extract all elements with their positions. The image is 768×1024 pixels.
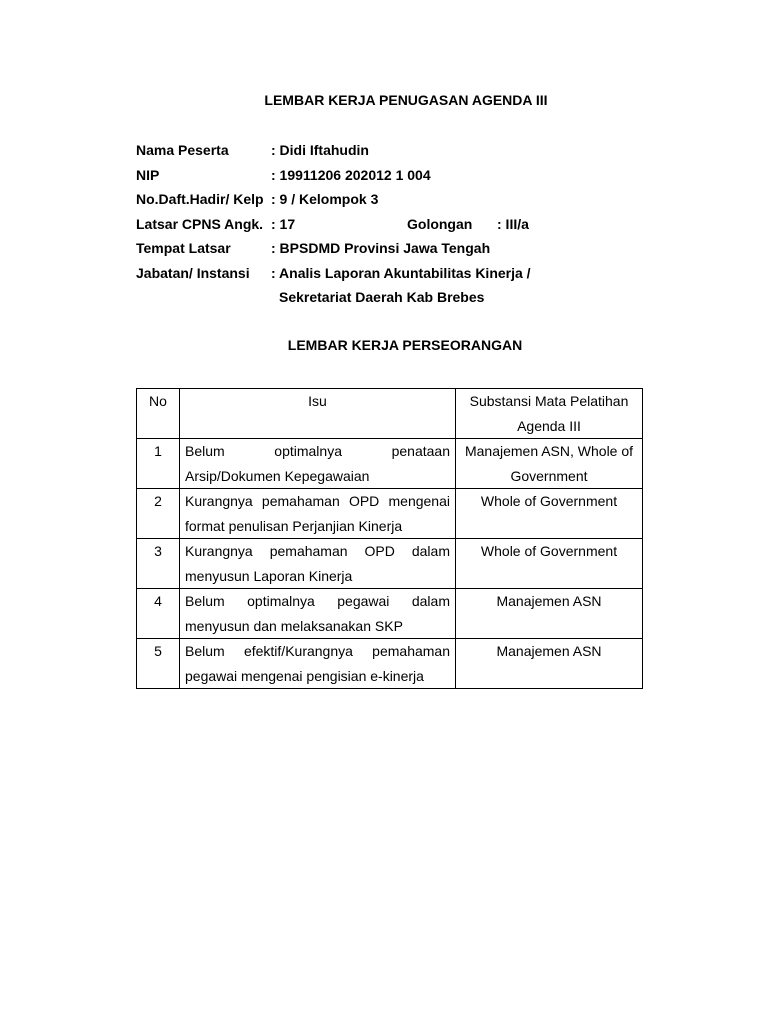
cell-no: 1 — [137, 439, 180, 489]
info-value: : 9 / Kelompok 3 — [271, 191, 379, 207]
info-label: Jabatan/ Instansi — [136, 264, 250, 281]
issues-table — [136, 388, 643, 689]
cell-substansi: Whole of Government — [456, 489, 643, 539]
cell-isu: Kurangnya pemahaman OPD mengenai format penulisan Perjanjian Kinerja — [180, 489, 456, 539]
cell-isu: Belum efektif/Kurangnya pemahaman pegawai mengenai pengisian e-kinerja — [180, 639, 456, 689]
info-label: No.Daft.Hadir/ Kelp — [136, 191, 264, 207]
golongan-label: Golongan — [407, 215, 473, 232]
info-label: Latsar CPNS Angk. — [136, 215, 264, 232]
cell-substansi: Manajemen ASN — [456, 589, 643, 639]
table-header-row — [137, 389, 643, 439]
header-no: No — [137, 389, 180, 439]
golongan-value: : III/a — [497, 215, 529, 232]
table-row — [137, 439, 643, 489]
document-title: LEMBAR KERJA PENUGASAN AGENDA III — [264, 92, 548, 108]
table-row — [137, 539, 643, 589]
header-isu: Isu — [180, 389, 456, 439]
cell-no: 3 — [137, 539, 180, 589]
table-row — [137, 489, 643, 539]
cell-substansi: Whole of Government — [456, 539, 643, 589]
cell-no: 5 — [137, 639, 180, 689]
info-value: : 19911206 202012 1 004 — [271, 166, 431, 183]
info-value: : Didi Iftahudin — [271, 142, 369, 158]
table-row — [137, 639, 643, 689]
cell-isu: Kurangnya pemahaman OPD dalam menyusun Laporan Kinerja — [180, 539, 456, 589]
cell-isu: Belum optimalnya pegawai dalam menyusun dan melaksanakan SKP — [180, 589, 456, 639]
info-value-continuation: Sekretariat Daerah Kab Brebes — [279, 289, 485, 305]
info-label: Nama Peserta — [136, 142, 229, 158]
cell-no: 4 — [137, 589, 180, 639]
cell-substansi: Manajemen ASN, Whole of Government — [456, 439, 643, 489]
info-label: NIP — [136, 166, 160, 183]
cell-substansi: Manajemen ASN — [456, 639, 643, 689]
header-substansi: Substansi Mata Pelatihan Agenda III — [456, 389, 643, 439]
info-label: Tempat Latsar — [136, 240, 231, 256]
info-value: : 17 — [271, 215, 296, 232]
info-value: : Analis Laporan Akuntabilitas Kinerja / — [271, 264, 531, 281]
cell-no: 2 — [137, 489, 180, 539]
info-value: : BPSDMD Provinsi Jawa Tengah — [271, 240, 491, 256]
section-title: LEMBAR KERJA PERSEORANGAN — [287, 337, 523, 353]
cell-isu: Belum optimalnya penataan Arsip/Dokumen Kepegawaian — [180, 439, 456, 489]
table-row — [137, 589, 643, 639]
